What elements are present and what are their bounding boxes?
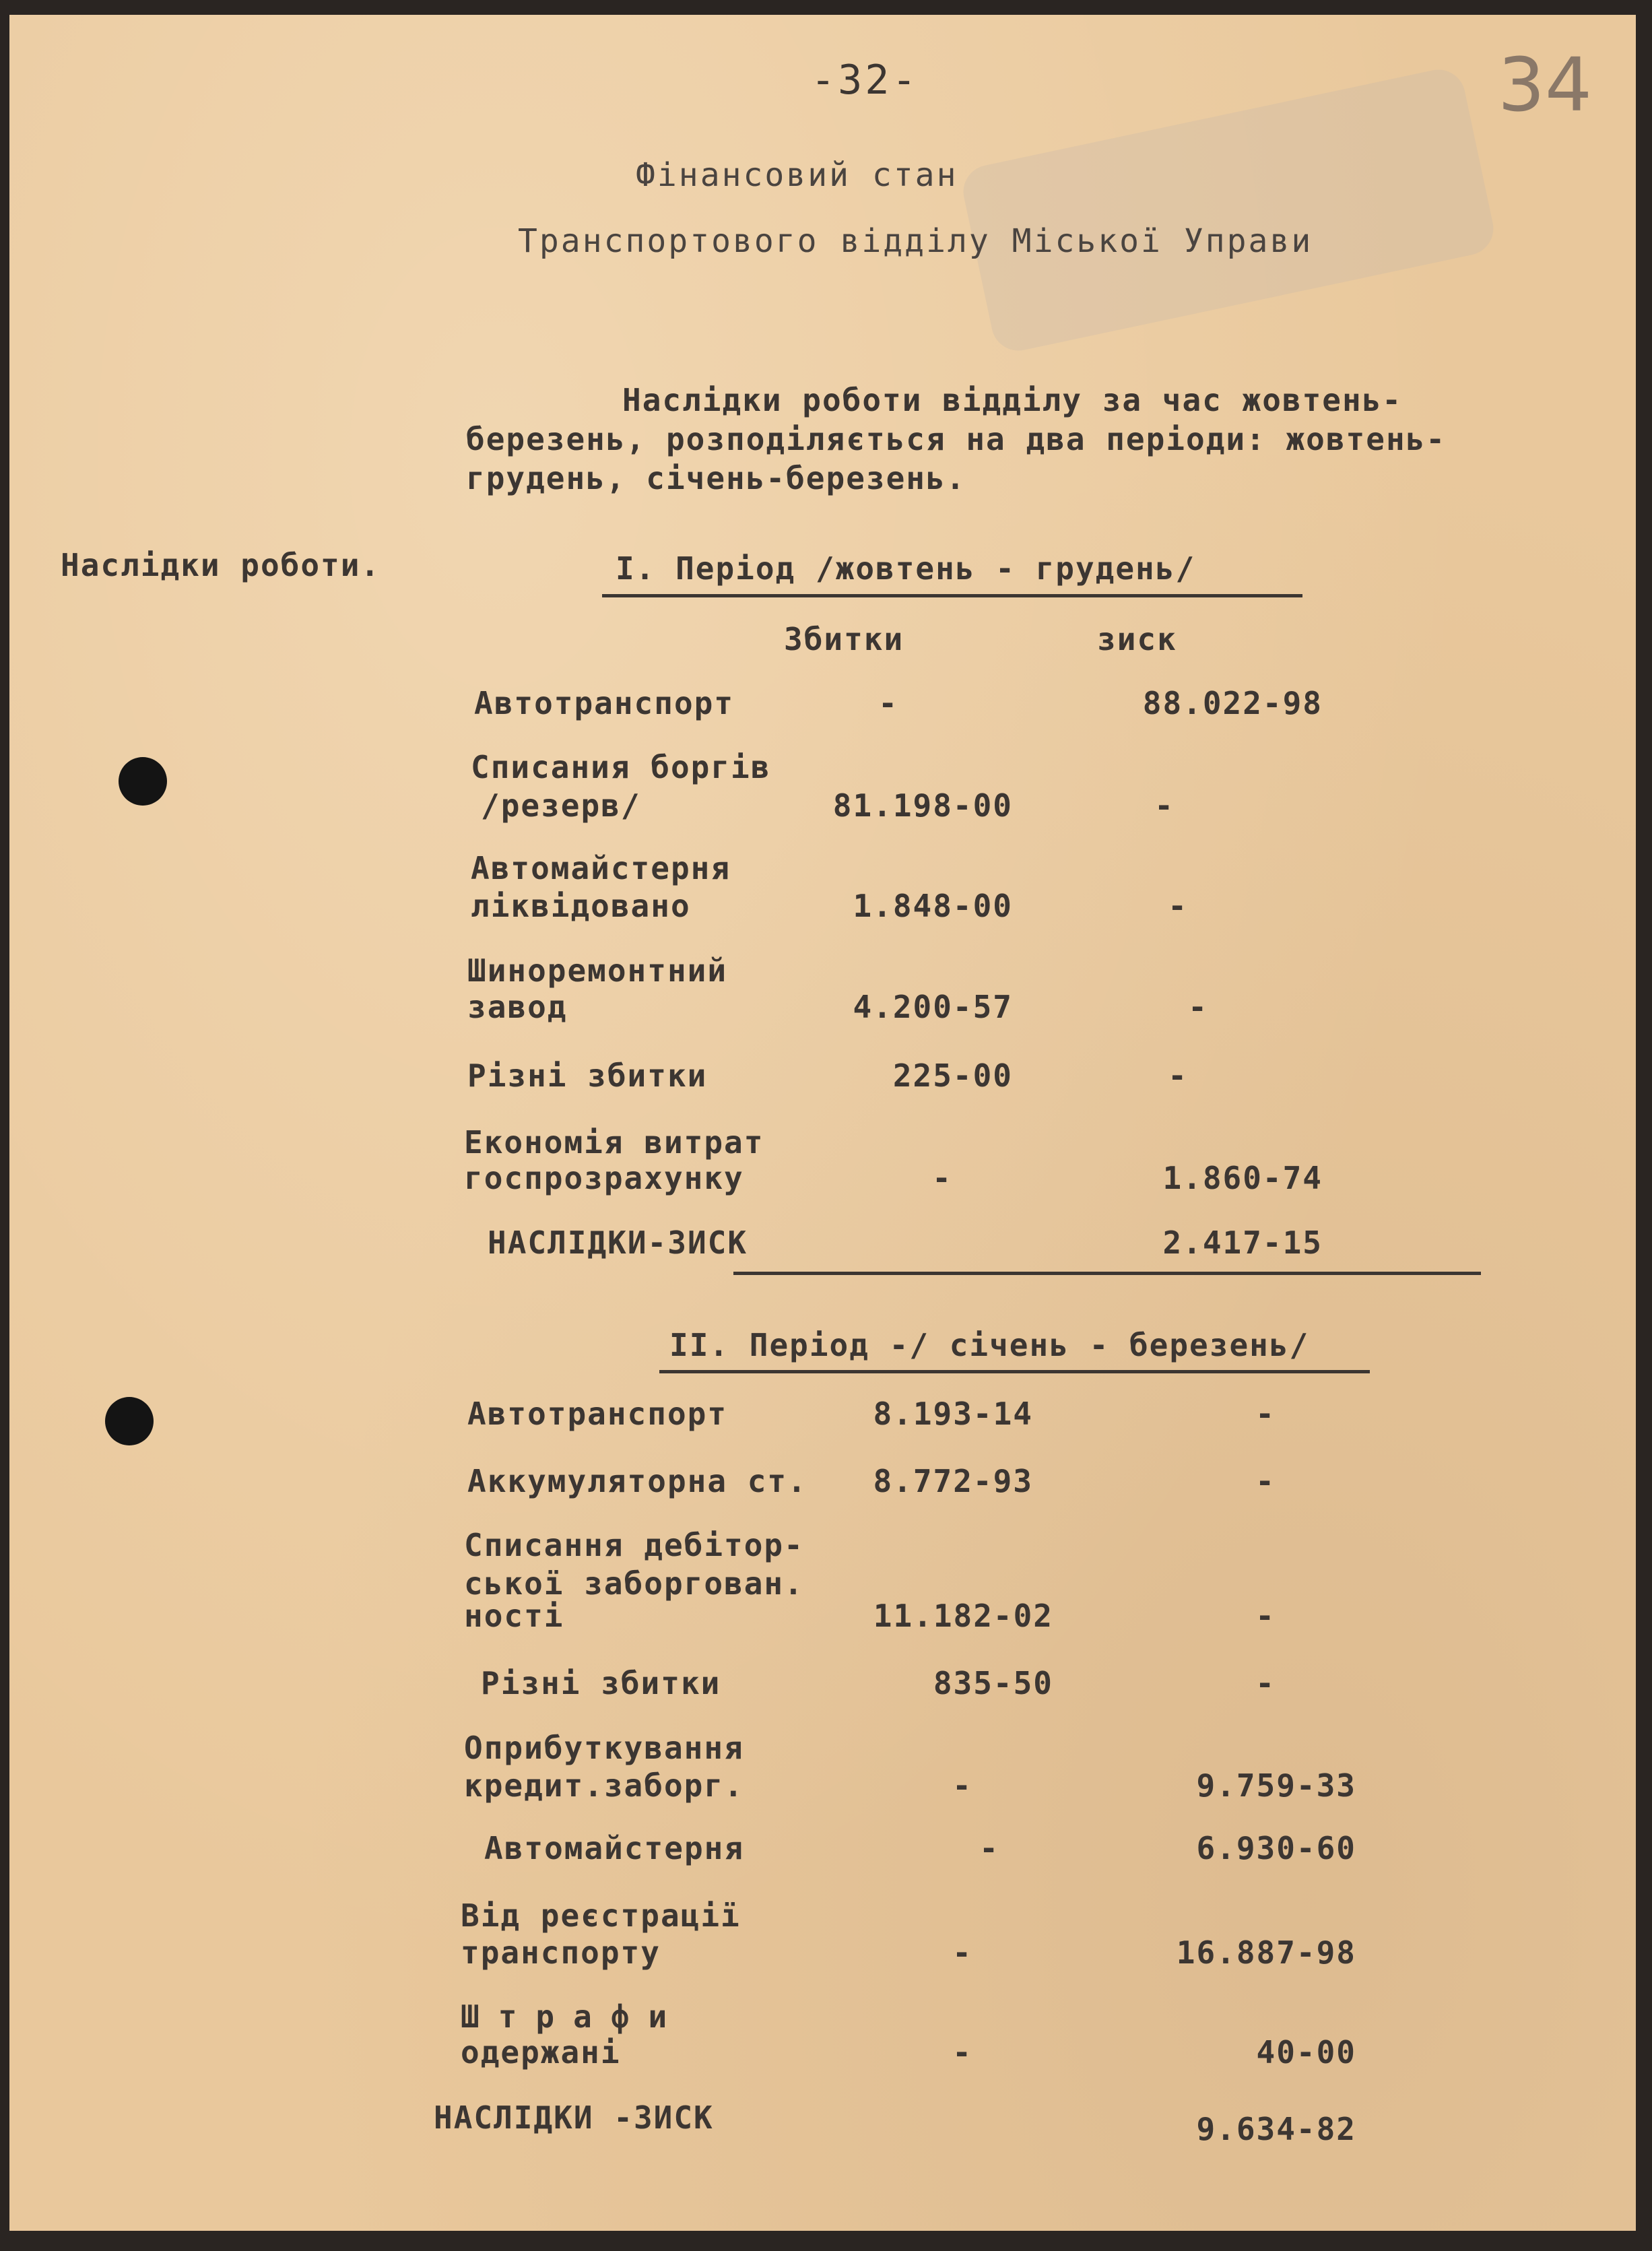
p2-row4-loss: 835-50 <box>933 1665 1053 1701</box>
p1-row6-label-2: госпрозрахунку <box>464 1160 744 1196</box>
period2-heading: II. Період -/ січень - березень/ <box>669 1327 1310 1363</box>
side-label: Наслідки роботи. <box>61 547 381 583</box>
p2-row6-loss: - <box>979 1830 999 1866</box>
period1-heading-underline <box>602 594 1302 597</box>
p1-row5-label: Різні збитки <box>467 1057 708 1094</box>
p1-row2-profit: - <box>1154 787 1175 824</box>
p1-row2-label-2: /резерв/ <box>481 787 641 824</box>
period1-heading: I. Період /жовтень - грудень/ <box>616 550 1196 587</box>
p1-row4-loss: 4.200-57 <box>853 989 1013 1025</box>
p2-row3-profit: - <box>1255 1598 1276 1634</box>
title-line-1: Фінансовий стан <box>636 156 958 194</box>
archive-number: 34 <box>1498 42 1592 128</box>
p2-result-label: НАСЛІДКИ -ЗИСК <box>434 2099 714 2136</box>
p2-row2-label: Аккумуляторна ст. <box>467 1463 807 1499</box>
p1-row4-label-1: Шиноремонтний <box>467 952 728 989</box>
p1-row1-label: Автотранспорт <box>474 685 735 721</box>
p1-row4-profit: - <box>1188 989 1208 1025</box>
p1-row6-loss: - <box>932 1160 952 1196</box>
p1-row1-loss: - <box>878 685 898 721</box>
p2-row6-label: Автомайстерня <box>484 1830 745 1866</box>
p2-row4-label: Різні збитки <box>481 1665 721 1701</box>
p2-row5-profit: 9.759-33 <box>1196 1767 1356 1804</box>
p2-row3-label-2: ської заборгован. <box>464 1565 804 1602</box>
p1-row3-label-2: ліквідовано <box>471 888 691 924</box>
p2-row5-label-2: кредит.заборг. <box>464 1767 744 1804</box>
p2-row2-loss: 8.772-93 <box>873 1463 1033 1499</box>
faded-stamp <box>958 65 1498 356</box>
p1-row2-label-1: Списания боргів <box>471 749 771 785</box>
p2-row5-label-1: Оприбуткування <box>464 1730 744 1766</box>
p2-row1-label: Автотранспорт <box>467 1396 728 1432</box>
binder-hole-bottom <box>105 1397 154 1445</box>
p1-row5-loss: 225-00 <box>892 1057 1013 1094</box>
p2-row7-label-1: Від реєстрації <box>461 1897 741 1934</box>
binder-hole-top <box>119 757 167 806</box>
intro-line-3: грудень, січень-березень. <box>466 460 966 496</box>
p2-row8-profit: 40-00 <box>1256 2034 1356 2070</box>
p2-row7-label-2: транспорту <box>461 1934 661 1971</box>
p1-row6-label-1: Економія витрат <box>464 1124 764 1161</box>
p1-row3-loss: 1.848-00 <box>853 888 1013 924</box>
p1-row1-profit: 88.022-98 <box>1142 685 1323 721</box>
p2-row1-profit: - <box>1255 1396 1276 1432</box>
document-page <box>9 15 1636 2231</box>
p2-row2-profit: - <box>1255 1463 1276 1499</box>
p1-row4-label-2: завод <box>467 989 568 1025</box>
p2-row7-loss: - <box>952 1934 972 1971</box>
page-number: -32- <box>811 57 919 104</box>
p2-row8-label-2: одержані <box>461 2034 621 2070</box>
p2-row5-loss: - <box>952 1767 972 1804</box>
p1-row6-profit: 1.860-74 <box>1162 1160 1323 1196</box>
p2-row1-loss: 8.193-14 <box>873 1396 1033 1432</box>
p1-row5-profit: - <box>1168 1057 1188 1094</box>
intro-line-2: березень, розподіляється на два періоди: жовтень- <box>466 421 1447 457</box>
p1-row2-loss: 81.198-00 <box>832 787 1013 824</box>
p2-row8-loss: - <box>952 2034 972 2070</box>
p2-row3-label-3: ності <box>464 1598 564 1634</box>
title-line-2: Транспортового відділу Міської Управи <box>518 222 1313 260</box>
p2-row7-profit: 16.887-98 <box>1176 1934 1356 1971</box>
p2-result-value: 9.634-82 <box>1196 2111 1356 2147</box>
p1-result-underline <box>733 1272 1481 1275</box>
p1-row3-profit: - <box>1168 888 1188 924</box>
p2-row6-profit: 6.930-60 <box>1196 1830 1356 1866</box>
p1-row3-label-1: Автомайстерня <box>471 850 731 886</box>
period2-heading-underline <box>659 1370 1370 1373</box>
p2-row3-label-1: Списання дебітор- <box>464 1527 804 1563</box>
p2-row8-label-1: Штрафи <box>461 1998 686 2035</box>
p1-result-value: 2.417-15 <box>1162 1225 1323 1261</box>
p2-row4-profit: - <box>1255 1665 1276 1701</box>
column-profit-header: зиск <box>1097 621 1177 657</box>
p1-result-label: НАСЛІДКИ-ЗИСК <box>488 1225 748 1261</box>
column-loss-header: Збитки <box>784 621 904 657</box>
intro-line-1: Наслідки роботи відділу за час жовтень- <box>622 382 1403 418</box>
p2-row3-loss: 11.182-02 <box>873 1598 1053 1634</box>
